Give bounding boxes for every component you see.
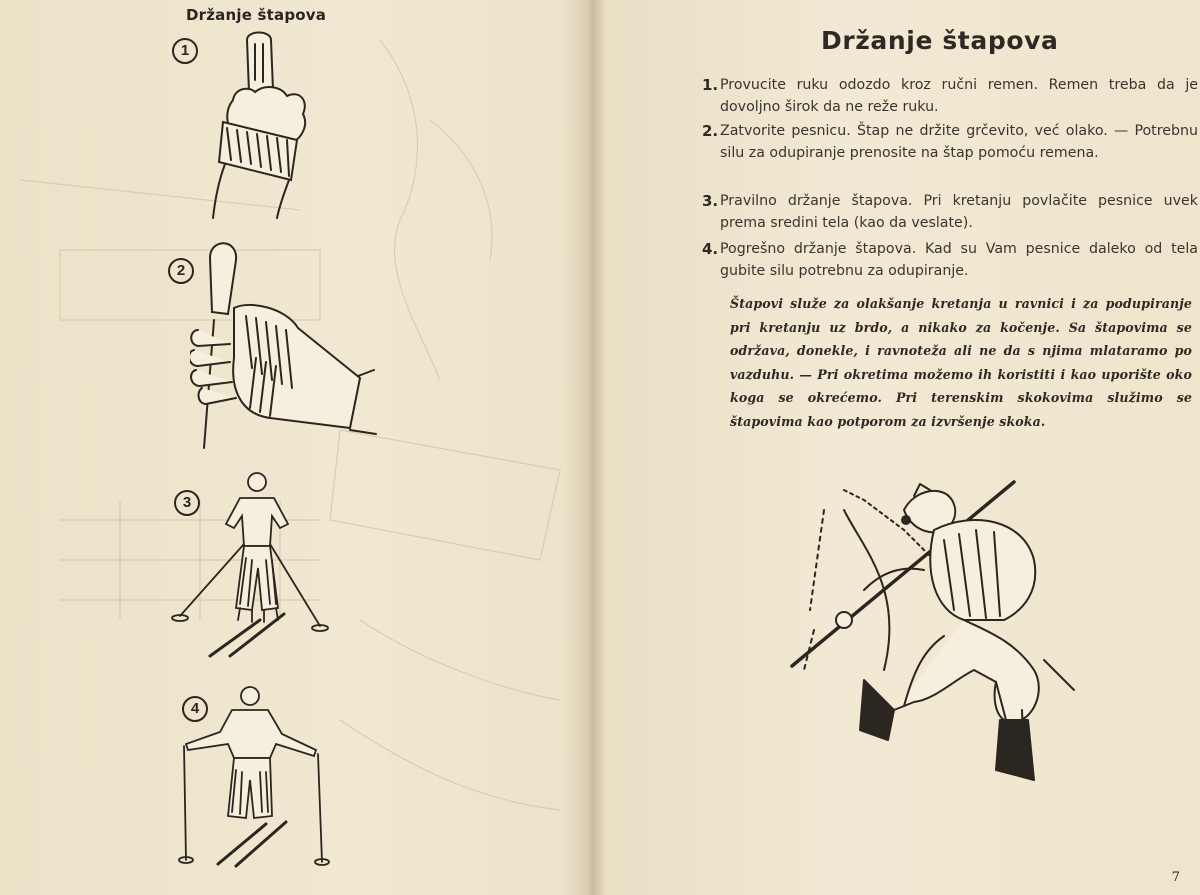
hand-grip-illustration-icon (205, 30, 325, 220)
instruction-item-2 (704, 120, 1198, 164)
instruction-text-1: Provucite ruku odozdo kroz ručni remen. Remen treba da je dovoljno širok da ne reže ruku. (720, 77, 1198, 115)
ski-jumper-illustration-icon (784, 470, 1094, 790)
instruction-number-3: 3. (702, 192, 719, 210)
left-page-title: Držanje štapova (186, 6, 327, 24)
instruction-text-3: Pravilno držanje štapova. Pri kretanju povlačite pesnice uvek prema sredini tela (kao da veslate). (720, 193, 1198, 231)
figure-4-number: 4 (182, 696, 208, 722)
instruction-item-1 (704, 74, 1198, 118)
skier-wrong-illustration-icon (170, 684, 340, 874)
page-number: 7 (1171, 870, 1180, 885)
left-page (0, 0, 588, 895)
instruction-number-2: 2. (702, 122, 719, 140)
right-page (588, 0, 1200, 895)
italic-note-paragraph: Štapovi služe za olakšanje kretanja u ravnici i za podupiranje pri kretanju uz brdo, a nikako za kočenje. Sa štapovima se održava, donekle, i ravnoteža ali ne da s njima mlataramo po vazduhu. — Pri okretima možemo ih koristiti i kao uporište oko koga se okrećemo. Pri terenskim skokovima služimo se štapovima kao potporom za izvršenje skoka. (730, 296, 1192, 429)
instruction-item-3 (704, 190, 1198, 234)
instruction-text-4: Pogrešno držanje štapova. Kad su Vam pesnice daleko od tela gubite silu potrebnu za odupiranje. (720, 241, 1198, 279)
fist-grip-illustration-icon (190, 238, 390, 468)
instruction-number-4: 4. (702, 240, 719, 258)
figure-1-number: 1 (172, 38, 198, 64)
figure-2-number: 2 (168, 258, 194, 284)
instruction-item-4 (704, 238, 1198, 282)
right-page-title: Držanje štapova (821, 26, 1059, 55)
skier-correct-illustration-icon (160, 468, 330, 663)
instruction-number-1: 1. (702, 76, 719, 94)
instruction-text-2: Zatvorite pesnicu. Štap ne držite grčevito, već olako. — Potrebnu silu za odupiranje prenosite na štap pomoću remena. (720, 123, 1198, 161)
figure-3-number: 3 (174, 490, 200, 516)
